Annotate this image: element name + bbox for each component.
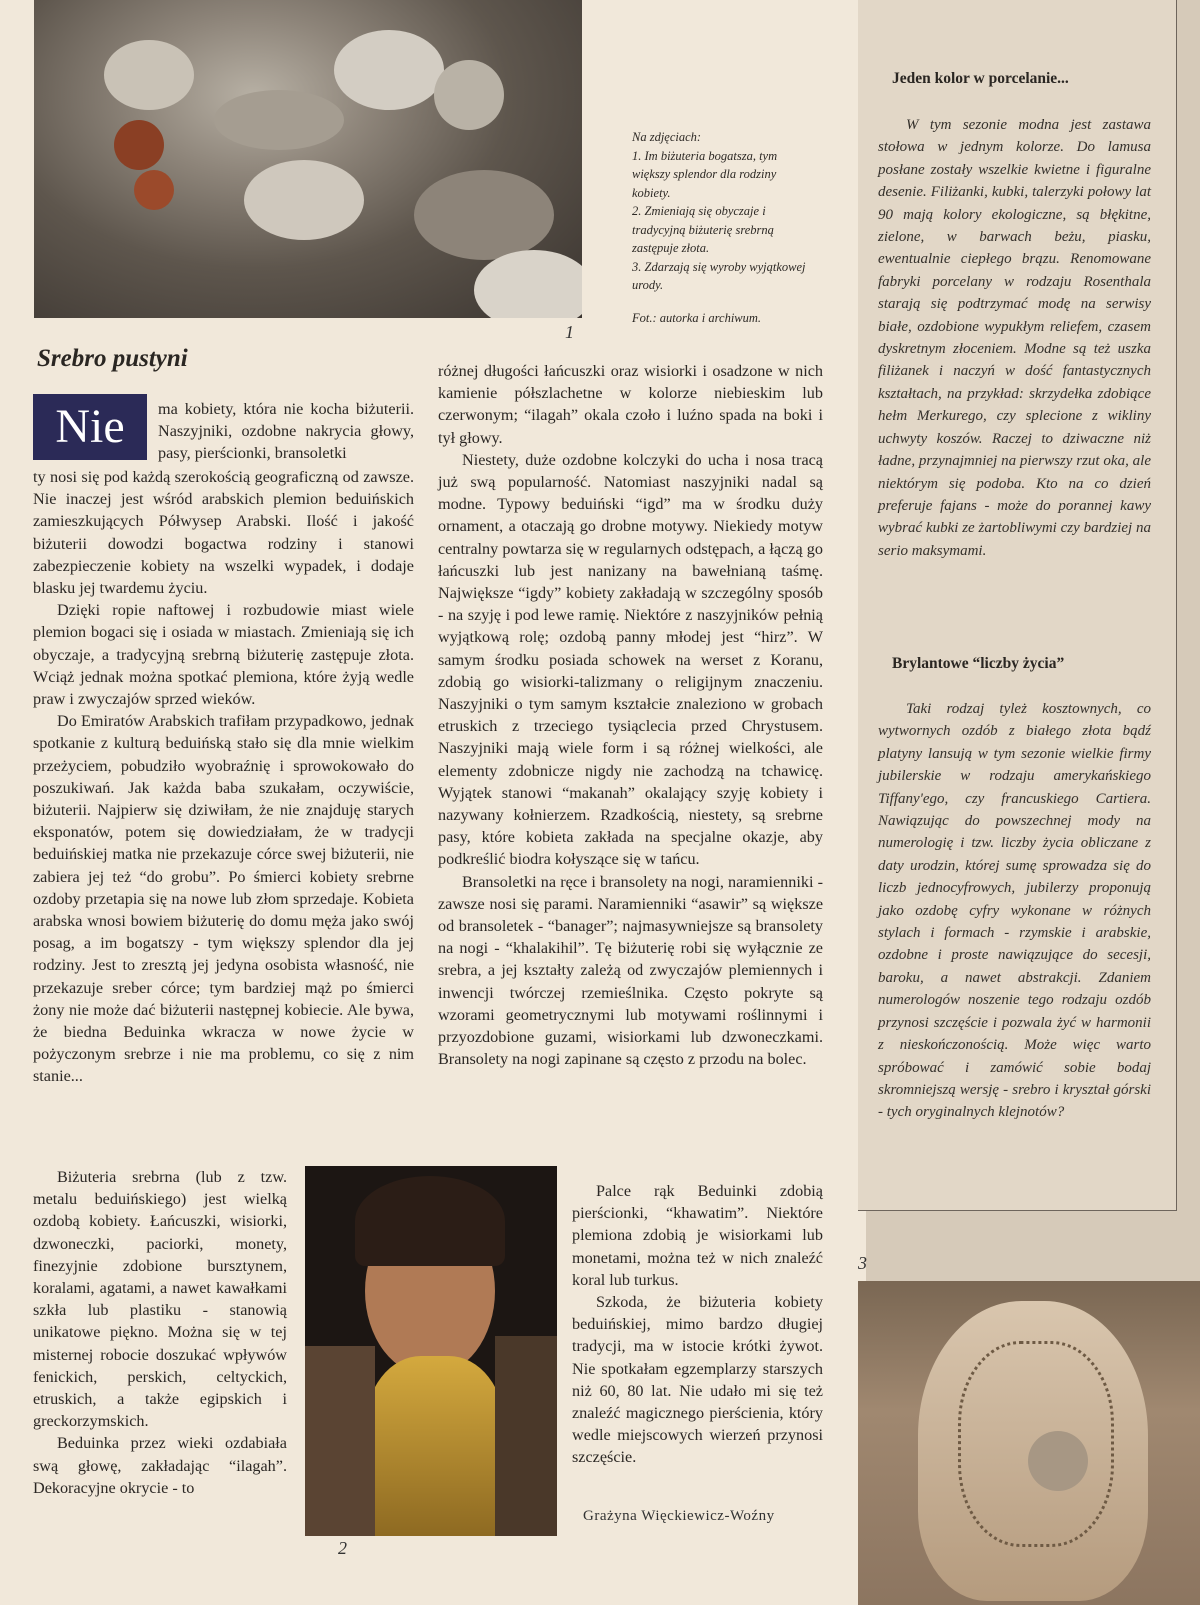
figure-number-2: 2	[338, 1538, 347, 1558]
paragraph: ty nosi się pod każdą szerokością geograficzną od zawsze. Nie inaczej jest wśród arabskich plemion beduińskich zamieszkujących Półwysep Arabski. Ilość i jakość biżuterii dowodzi bogactwa rodziny i stanowi zabezpieczenie kobiety na wszelki wypadek, i dodaje blasku jej twardemu życiu.	[33, 468, 414, 598]
photo-jewelry-pot	[858, 1281, 1200, 1605]
paragraph: różnej długości łańcuszki oraz wisiorki i osadzone w nich kamienie półszlachetne w kolorze niebieskim lub czerwonym; “ilagah” okala czoło i luźno spada na boki i tył głowy.	[438, 362, 823, 447]
drop-cap: Nie	[33, 394, 147, 460]
column-1-text	[33, 466, 414, 1088]
sidebar-text-1: W tym sezonie modna jest zastawa stołowa w jednym kolorze. Do lamusa posłane zostały wszelkie kwietne i figuralne desenie. Filiżanki, kubki, talerzyki połowy lat 90 mają kolory ekologiczne, są błękitne, zielone, w barwach beżu, piasku, ewentualnie ciepłego brązu. Renomowane fabryki porcelany w rodzaju Rosenthala starają się podtrzymać modę na serwisy białe, ozdobione wypukłym reliefem, czasem dyskretnym złoceniem. Modne są też uszka filiżanek i naczyń w dość fantastycznych kształtach, na przykład: skrzydełka zdobiące hełm Merkurego, czy splecione z wikliny uchwyty koszów. Raczej to dziwaczne niż ładne, przynajmniej na pierwszy rzut oka, ale niektórym się podoba. Kto na co dzień preferuje fajans - może do porannej kawy wybrać kubki ze żartobliwymi czy bardziej na serio maksymami.	[878, 117, 1151, 559]
caption-heading: Na zdjęciach:	[632, 130, 702, 144]
column-1-bottom-text	[33, 1166, 287, 1499]
paragraph: Dzięki ropie naftowej i rozbudowie miast wiele plemion bogaci się i osiada w miastach. Zmieniają się ich obyczaje, a tradycyjną srebrną biżuterię zastępuje złota. Wciąż jednak można spotkać plemiona, które żyją wedle praw i zwyczajów sprzed wieków.	[33, 601, 414, 709]
column-2-bottom-text	[572, 1180, 823, 1469]
photo-bedouin-girl	[305, 1166, 557, 1536]
paragraph: Biżuteria srebrna (lub z tzw. metalu beduińskiego) jest wielką ozdobą kobiety. Łańcuszki, wisiorki, dzwoneczki, paciorki, monety, finezyjnie zdobione bursztynem, koralami, agatami, a nawet kawałkami szkła lub plastiku - stanowią unikatowe piękno. Można się w tej misternej robocie doszukać wpływów fenickich, perskich, celtyckich, etruskich, a także egipskich i greckorzymskich.	[33, 1168, 287, 1431]
photo-caption	[632, 128, 810, 327]
sidebar-heading-2: Brylantowe “liczby życia”	[892, 655, 1065, 672]
intro-beside-dropcap: ma kobiety, która nie kocha biżuterii. Naszyjniki, ozdobne nakrycia głowy, pasy, pierścionki, bransoletki	[158, 400, 414, 463]
caption-item-2: 2. Zmieniają się obyczaje i tradycyjną biżuterię srebrną zastępuje złota.	[632, 204, 774, 255]
caption-item-3: 3. Zdarzają się wyroby wyjątkowej urody.	[632, 259, 806, 292]
paragraph: Bransoletki na ręce i bransolety na nogi, naramienniki - zawsze nosi się parami. Naramienniki “asawir” są większe od bransoletek - “banager”; najmasywniejsze są bransolety na nogi - “khalakihil”. Tę biżuterię robi się wyłącznie ze srebra, a jej kształty zależą od zwyczajów plemiennych i inwencji twórczej rzemieślnika. Często pokryte są wzorami geometrycznymi lub motywami roślinnymi i przyozdobione guzami, wisiorkami lub dzwoneczkami. Bransolety na nogi zapinane są często z przodu na bolec.	[438, 872, 823, 1069]
paragraph: Palce rąk Beduinki zdobią pierścionki, “khawatim”. Niektóre plemiona zdobią je wisiorkami lub monetami, można też w nich znaleźć koral lub turkus.	[572, 1182, 823, 1289]
photo-credit: Fot.: autorka i archiwum.	[632, 310, 762, 325]
author-byline: Grażyna Więckiewicz-Woźny	[583, 1508, 775, 1524]
sidebar-text-2: Taki rodzaj tyleż kosztownych, co wytwornych ozdób z białego złota bądź platyny lansują w tym sezonie wielkie firmy jubilerskie w rodzaju amerykańskiego Tiffany'ego, czy francuskiego Cartiera. Nawiązując do powszechnej mody na numerologię i tzw. liczby życia obliczane z daty urodzin, której sumę sprowadza się do liczb jednocyfrowych, jubilerzy proponują jako ozdobę cyfry wykonane w różnych stylach i formach - rzymskie i arabskie, ozdobne i proste nawiązujące do secesji, baroku, a nawet abstrakcji. Zdaniem numerologów noszenie tego rodzaju ozdób przynosi szczęście i pozwala żyć w harmonii z nieskończonością. Może więc warto spróbować i zamówić sobie bodaj skromniejszą wersję - srebro i kryształ górski - tych oryginalnych klejnotów?	[878, 701, 1151, 1121]
paragraph: Szkoda, że biżuteria kobiety beduińskiej, mimo bardzo długiej tradycji, ma w istocie krótki żywot. Nie spotkałam egzemplarzy starszych niż 60, 80 lat. Nie udało mi się też znaleźć magicznego pierścienia, który wedle miejscowych wierzeń przynosi szczęście.	[572, 1293, 823, 1467]
caption-item-1: 1. Im biżuteria bogatsza, tym większy splendor dla rodziny kobiety.	[632, 148, 778, 200]
paragraph: Beduinka przez wieki ozdabiała swą głowę, zakładając “ilagah”. Dekoracyjne okrycie - to	[33, 1434, 287, 1497]
column-2-text	[438, 360, 823, 1071]
paragraph: Niestety, duże ozdobne kolczyki do ucha i nosa tracą już swą popularność. Natomiast naszyjniki nadal są modne. Typowy beduiński “igd” ma w środku duży ornament, a otaczają go drobne motywy. Niekiedy motyw centralny powtarza się w regularnych odstępach, a łączą go łańcuszki lub jest nanizany na bawełnianą taśmę. Największe “igdy” kobiety zakładają w szczególny sposób - na szyję i pod lewe ramię. Niektóre z naszyjników pełnią wyjątkową rolę; ozdobą panny młodej jest “hirz”. W samym środku posiada schowek na werset z Koranu, zdobią go wisiorki-talizmany o religijnym znaczeniu. Naszyjniki o tym samym kształcie znaleziono w grobach etruskich z trzeciego tysiąclecia przed Chrystusem. Naszyjniki mają wiele form i są różnej wielkości, ale elementy zdobnicze nigdy nie zachodzą na tchawicę. Wyjątek stanowi “makanah” okalający szyję kobiety i nazywany kołnierzem. Rzadkością, niestety, są srebrne pasy, które kobieta zakłada na specjalne okazje, aby podkreślić biodra kołyszące się w tańcu.	[438, 450, 823, 869]
figure-number-1: 1	[565, 322, 574, 342]
photo-silver-jewelry	[34, 0, 582, 318]
sidebar-heading-1: Jeden kolor w porcelanie...	[892, 70, 1069, 87]
paragraph: Do Emiratów Arabskich trafiłam przypadkowo, jednak spotkanie z kulturą beduińską stało się dla mnie wielkim przeżyciem, pobudziło wyobraźnię i sprowokowało do poszukiwań. Jak każda baba szukałam, oczywiście, biżuterii. Najpierw się dziwiłam, że nie znajduję starych eksponatów, potem się dowiedziałam, że w tradycji beduińskiej matka nie przekazuje córce swej biżuterii, nie zabiera jej też “do grobu”. Po śmierci kobiety srebrne ozdoby przetapia się na nowe lub złom sprzedaje. Kobieta arabska wnosi bowiem biżuterię do domu męża jako swój posag, a im bogatszy - tym większy splendor dla jej rodziny. Jest to zresztą jej jedyna osobista własność, nie przekazuje sreber córce; tym bardziej mąż po śmierci żony nie może dać biżuterii następnej kobiecie. Ale bywa, że biedna Beduinka wkracza w nowe życie w pożyczonym srebrze i nie ma problemu, co się z nim stanie...	[33, 712, 414, 1086]
article-title: Srebro pustyni	[37, 345, 188, 372]
figure-number-3: 3	[858, 1253, 867, 1273]
